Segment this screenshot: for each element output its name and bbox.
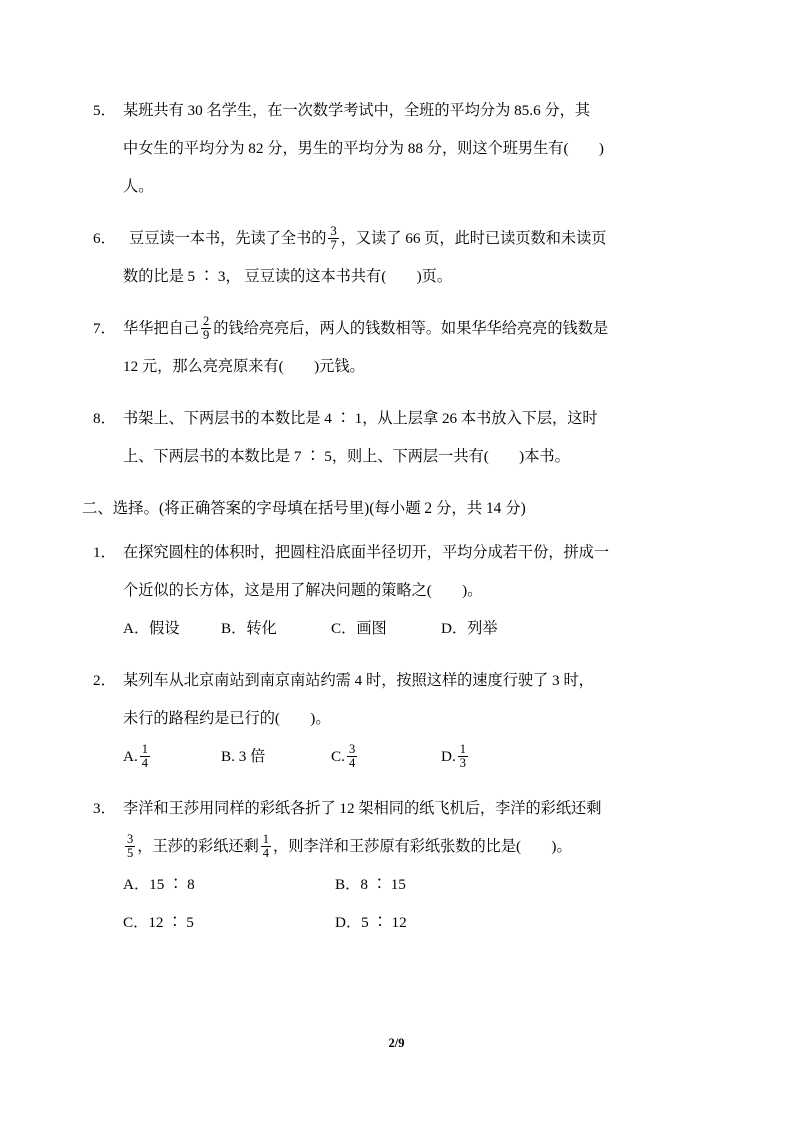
question-number: 8． — [93, 410, 116, 427]
question-line: 书架上、下两层书的本数比是 4 ∶ 1，从上层拿 26 本书放入下层，这时 — [123, 410, 598, 427]
choice-option-a[interactable]: A．15 ∶ 8 — [123, 876, 195, 893]
question-fill-6 — [93, 220, 703, 296]
choice-list-row1 — [123, 866, 703, 904]
question-number: 2． — [93, 672, 116, 689]
choice-text: 3 倍 — [238, 748, 266, 765]
question-line: 12 元，那么亮亮原来有( )元钱。 — [123, 358, 365, 375]
choice-list-row2 — [123, 904, 703, 942]
fraction-denominator: 9 — [202, 328, 210, 343]
choice-option-c[interactable]: C．画图 — [331, 620, 387, 637]
fraction-denominator: 3 — [459, 756, 467, 771]
question-line: 上、下两层书的本数比是 7 ∶ 5，则上、下两层一共有( )本书。 — [123, 448, 570, 465]
choice-option-b[interactable]: B．转化 — [221, 620, 277, 637]
question-fill-5 — [93, 92, 703, 206]
choice-list — [123, 610, 703, 648]
question-number: 5． — [93, 102, 116, 119]
question-text: ，王莎的彩纸还剩 — [137, 838, 259, 855]
question-fill-8 — [93, 400, 703, 476]
fraction-denominator: 4 — [348, 756, 356, 771]
question-number: 7． — [93, 320, 116, 337]
choice-prefix: A. — [123, 748, 138, 765]
question-choice-1 — [93, 534, 703, 648]
question-text: 华华把自己 — [123, 320, 199, 337]
question-line: 人。 — [123, 178, 154, 195]
fraction — [261, 833, 271, 861]
fraction-numerator: 1 — [141, 741, 149, 756]
choice-option-d[interactable]: D．列举 — [441, 620, 498, 637]
question-line: 在探究圆柱的体积时，把圆柱沿底面半径切开，平均分成若干份，拼成一 — [123, 544, 609, 561]
question-line: 数的比是 5 ∶ 3， 豆豆读的这本书共有( )页。 — [123, 268, 453, 285]
question-body — [123, 534, 703, 648]
page-content — [82, 92, 703, 956]
choice-list — [123, 738, 703, 776]
question-line — [123, 828, 703, 866]
question-body — [123, 220, 703, 296]
fraction-numerator: 3 — [127, 831, 134, 846]
choice-prefix: D. — [441, 748, 456, 765]
fraction — [347, 743, 357, 771]
choice-prefix: C. — [331, 748, 345, 765]
question-number: 3． — [93, 800, 116, 817]
question-fill-7 — [93, 310, 703, 386]
choice-option-a[interactable] — [123, 738, 221, 776]
fraction-denominator: 7 — [330, 238, 337, 253]
question-body — [123, 400, 703, 476]
fraction-numerator: 1 — [459, 741, 467, 756]
question-number: 6． — [93, 230, 116, 247]
question-text: ，又读了 66 页，此时已读页数和未读页 — [340, 230, 607, 247]
question-choice-2 — [93, 662, 703, 776]
choice-option-c[interactable]: C．12 ∶ 5 — [123, 914, 194, 931]
choice-option-b[interactable]: B．8 ∶ 15 — [335, 876, 406, 893]
question-line — [123, 220, 703, 258]
choice-option-a[interactable]: A．假设 — [123, 620, 180, 637]
question-choice-3 — [93, 790, 703, 942]
question-text: 的钱给亮亮后，两人的钱数相等。如果华华给亮亮的钱数是 — [213, 320, 609, 337]
fraction-numerator: 3 — [330, 223, 337, 238]
question-line: 个近似的长方体，这是用了解决问题的策略之( )。 — [123, 582, 483, 599]
fraction — [458, 743, 468, 771]
question-number: 1． — [93, 544, 116, 561]
question-line: 中女生的平均分为 82 分，男生的平均分为 88 分，则这个班男生有( ) — [123, 140, 604, 157]
fraction-numerator: 3 — [348, 741, 356, 756]
page-number: 2/9 — [388, 1036, 405, 1050]
fraction — [328, 225, 338, 253]
question-text: ，则李洋和王莎原有彩纸张数的比是( )。 — [273, 838, 572, 855]
question-body — [123, 310, 703, 386]
choice-option-d[interactable] — [441, 738, 551, 776]
fraction-denominator: 4 — [141, 756, 149, 771]
section-heading-two: 二、选择。(将正确答案的字母填在括号里)(每小题 2 分，共 14 分) — [82, 500, 526, 517]
fraction — [201, 315, 211, 343]
question-line: 某列车从北京南站到南京南站约需 4 时，按照这样的速度行驶了 3 时， — [123, 672, 594, 689]
fraction — [140, 743, 150, 771]
question-line: 李洋和王莎用同样的彩纸各折了 12 架相同的纸飞机后，李洋的彩纸还剩 — [123, 800, 602, 817]
fraction — [125, 833, 135, 861]
fraction-denominator: 5 — [127, 846, 134, 861]
question-line — [123, 310, 703, 348]
choice-option-d[interactable]: D．5 ∶ 12 — [335, 914, 407, 931]
question-text: 豆豆读一本书，先读了全书的 — [129, 230, 327, 247]
choice-option-c[interactable] — [331, 738, 441, 776]
choice-prefix: B. — [221, 748, 235, 765]
question-line: 某班共有 30 名学生，在一次数学考试中，全班的平均分为 85.6 分，其 — [123, 102, 591, 119]
fraction-denominator: 4 — [262, 846, 269, 861]
question-body — [123, 92, 703, 206]
question-body — [123, 662, 703, 776]
fraction-numerator: 2 — [202, 313, 210, 328]
fraction-numerator: 1 — [262, 831, 269, 846]
question-line: 未行的路程约是已行的( )。 — [123, 710, 331, 727]
choice-option-b[interactable] — [221, 738, 331, 776]
question-body — [123, 790, 703, 942]
